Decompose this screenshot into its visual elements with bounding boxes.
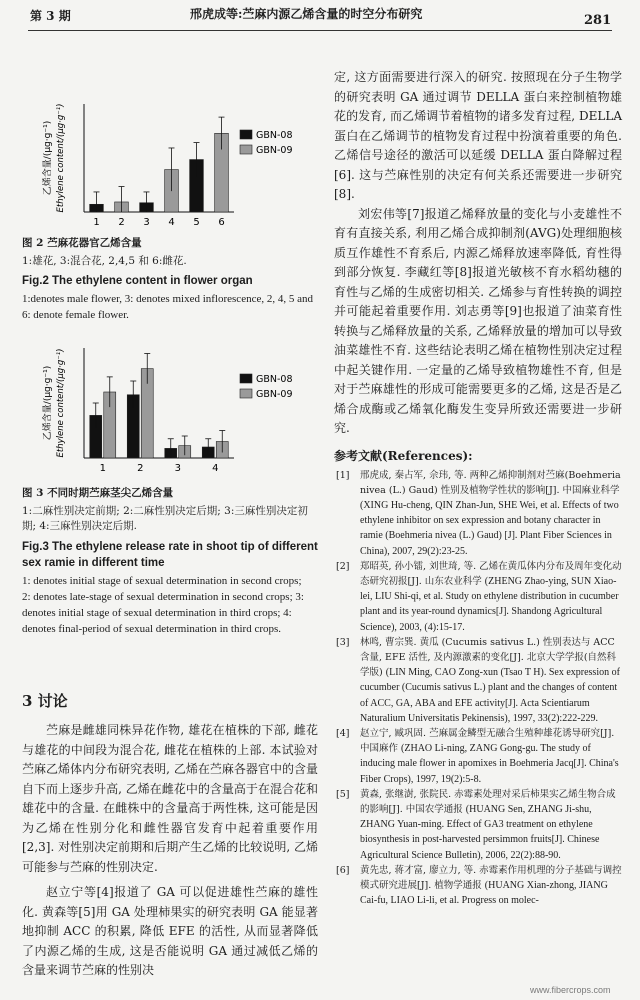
section-discussion xyxy=(22,690,318,981)
references-heading: 参考文献(References): xyxy=(334,448,473,463)
reference-cn: 邢虎成, 秦占军, 佘玮, 等. 两种乙烯抑制剂对苎麻(Boehmeria nivea (L.) Gaud) 性别及植物学性状的影响[J]. 中国麻业科学 xyxy=(360,469,621,496)
reference-cn: 黄森, 张继澍, 张院民. 赤霉素处理对采后柿果实乙烯生物合成的影响[J]. 中国农学通报 xyxy=(360,788,616,815)
legend-label: GBN-08 xyxy=(256,130,293,141)
watermark: www.fibercrops.com xyxy=(530,985,611,995)
figure-2-note-cn: 1:雄花, 3:混合花, 2,4,5 和 6:雌花. xyxy=(22,255,187,267)
figure-3-note-en-line: denotes initial stage of sexual determination in third crops; 4: xyxy=(22,607,292,619)
figure-2-note-en: 1:denotes male flower, 3: denotes mixed inflorescence, 2, 4, 5 and 6: denote female flower. xyxy=(22,293,313,321)
y-axis-label-en: Ethylene content/(μg·g⁻¹) xyxy=(56,348,66,458)
figure-2-caption-cn: 图 2 苎麻花器官乙烯含量 xyxy=(22,237,142,249)
legend-swatch xyxy=(240,374,252,383)
right-column-text xyxy=(334,68,622,908)
figure-2-captions xyxy=(22,236,318,323)
reference-item xyxy=(334,635,622,726)
reference-en: (ZHAO Li-ning, ZANG Gong-gu. The study of inducing male flower in apomixes in Boehmeria Jacq[J]. China's Fiber Crops), 1997, 19(2):5-8. xyxy=(360,743,619,785)
reference-cn: 赵立宁, 臧巩固. 苎麻属金鳞型无融合生殖种雄花诱导研究[J]. 中国麻作 xyxy=(360,727,615,755)
reference-en: (HUANG Xian-zhong, JIANG Cai-fu, LIAO Li-li, et al. Progress on molec- xyxy=(360,879,608,907)
reference-number: [2] xyxy=(336,560,350,572)
figure-3-note-cn: 1:二麻性别决定前期; 2:二麻性别决定后期; 3:三麻性别决定初期; 4:三麻性别决定后期. xyxy=(22,505,308,532)
legend-label: GBN-08 xyxy=(256,374,293,385)
reference-en: (HUANG Sen, ZHANG Ji-shu, ZHANG Yuan-ming. Effect of GA3 treatment on ethylene biosynthesis in post-harvested persimmon fruits[J]. Chinese Agricultural Science Bulletin), 2006, 22(2):88-90. xyxy=(360,803,600,861)
reference-item xyxy=(334,863,622,909)
legend-swatch xyxy=(240,130,252,139)
reference-item xyxy=(334,726,622,787)
y-axis-label-en: Ethylene content/(μg·g⁻¹) xyxy=(56,103,66,213)
figure-3-note-en-line: denotes final-period of sexual determination in third crops. xyxy=(22,623,282,635)
running-title: 邢虎成等:苎麻内源乙烯含量的时空分布研究 xyxy=(190,7,423,21)
reference-cn: 林鸣, 曹宗巽. 黄瓜 (Cucumis sativus L.) 性别表达与 ACC 含量, EFE 活性, 及内源激素的变化[J]. 北京大学学报(自然科学版) xyxy=(360,636,617,679)
reference-cn: 黄先忠, 蒋才富, 廖立力, 等. 赤霉素作用机理的分子基础与调控模式研究进展[J]. 植物学通报 xyxy=(360,864,622,891)
x-tick-label: 5 xyxy=(193,217,200,228)
legend-label: GBN-09 xyxy=(256,145,293,156)
references-list xyxy=(334,468,622,909)
x-tick-label: 2 xyxy=(137,463,144,474)
body-paragraph: 刘宏伟等[7]报道乙烯释放量的变化与小麦雄性不育有直接关系, 利用乙烯合成抑制剂(AVG)处理细胞核质互作雄性不育系后, 内源乙烯释放速率降低, 育性得到部分恢复. 李藏红等[8]报道光敏核不育水稻幼穗的育性与乙烯的生成密切相关. 乙烯参与育性转换的调控并可能起着重要作用. 刘志勇等[9]也报道了油菜育性转换与乙烯释放量的关系, 乙烯释放量的增加可以导致油菜雄性不育. 这些结论表明乙烯在植物性别决定过程中起关键作用. 一定量的乙烯导致植物雄性不育, 但是对于苎麻雄性的形成可能需要更多的乙烯, 这是否是乙烯合成酶或乙烯氧化酶发生变异所致还需要进一步研究. xyxy=(334,206,622,435)
figure-3-note-en-line: 1: denotes initial stage of sexual determination in second crops; xyxy=(22,575,302,587)
x-tick-label: 1 xyxy=(99,463,106,474)
y-axis-label-cn: 乙烯含量/(μg·g⁻¹) xyxy=(43,365,53,441)
legend-label: GBN-09 xyxy=(256,389,293,400)
x-tick-label: 1 xyxy=(93,217,100,228)
reference-number: [6] xyxy=(336,864,350,876)
x-tick-label: 4 xyxy=(212,463,219,474)
discussion-paragraph: 赵立宁等[4]报道了 GA 可以促进雄性苎麻的雄性化. 黄森等[5]用 GA 处理柿果实的研究表明 GA 能显著地抑制 ACC 的积累, 降低 EFE 的活性, 从而显著降低了内源乙烯的生成, 这是否能说明 GA 通过减低乙烯的含量来调节苎麻的性别决 xyxy=(22,885,318,977)
figure-3-chart xyxy=(22,340,322,476)
figure-2-chart xyxy=(22,96,322,230)
reference-number: [1] xyxy=(336,469,350,481)
legend-swatch xyxy=(240,389,252,398)
figure-3-note-en xyxy=(22,573,318,637)
x-tick-label: 3 xyxy=(143,217,150,228)
x-tick-label: 3 xyxy=(174,463,181,474)
reference-en: (LIN Ming, CAO Zong-xun (Tsao T H). Sex expression of cucumber (Cucumis sativus L.) plant and the changes of content of ACC, GA, ABA and EFE activity[J]. Acta Scientiarum Naturalium Universitatis Pekinensis), 1997, 33(2):222-229. xyxy=(360,667,620,724)
figure-3-caption-cn: 图 3 不同时期苎麻茎尖乙烯含量 xyxy=(22,487,174,499)
reference-number: [5] xyxy=(336,788,350,800)
x-tick-label: 6 xyxy=(218,217,225,228)
x-tick-label: 2 xyxy=(118,217,125,228)
reference-item xyxy=(334,787,622,863)
body-paragraph: 定, 这方面需要进行深入的研究. 按照现在分子生物学的研究表明 GA 通过调节 DELLA 蛋白来控制植物雄花的发育, 而乙烯调节着植物的诸多发育过程, DELLA 蛋白在乙烯调节的植物发育过程中扮演着重要的角色. 乙烯信号途径的激活可以延缓 DELLA 蛋白降解过程[6]. 这与苎麻性别的决定有何关系还需要进一步研究[8]. xyxy=(334,70,622,201)
reference-cn: 郑昭英, 孙小镭, 刘世琦, 等. 乙烯在黄瓜体内分布及周年变化动态研究初报[J]. 山东农业科学 xyxy=(360,560,622,587)
reference-number: [4] xyxy=(336,727,350,739)
reference-en: (XING Hu-cheng, QIN Zhan-Jun, SHE Wei, et al. Effects of two ethylene inhibitor on sex expression and botany character in ramie (Boehmeria nivea (L.) Gaud) [J]. Plant Fiber Sciences in China), 2007, 29(2):23-25. xyxy=(360,499,619,557)
figure-2-caption-en: Fig.2 The ethylene content in flower organ xyxy=(22,275,253,287)
reference-number: [3] xyxy=(336,636,350,648)
x-tick-label: 4 xyxy=(168,217,175,228)
reference-item xyxy=(334,468,622,559)
figure-3-caption-en: Fig.3 The ethylene release rate in shoot tip of different sex ramie in different time xyxy=(22,541,318,569)
discussion-paragraph: 苎麻是雌雄同株异花作物, 雄花在植株的下部, 雌花与雄花的中间段为混合花, 雌花在植株的上部. 本试验对苎麻乙烯体内分布研究表明, 乙烯在苎麻各器官中的含量自下而上逐步升高, 乙烯在雌花中的含量高于在混合花和雄花中的含量. 在雌株中的含量高于两性株, 这可能是因为乙烯在性别分化和雌性器官发育中起着重要作用[2,3]. 对性别决定前期和后期产生乙烯的比较说明, 乙烯可能参与苎麻的性别决定. xyxy=(22,723,318,874)
figure-3-captions xyxy=(22,486,318,637)
reference-item xyxy=(334,559,622,635)
page-number: 281 xyxy=(584,13,612,28)
legend-swatch xyxy=(240,145,252,154)
y-axis-label-cn: 乙烯含量/(μg·g⁻¹) xyxy=(43,120,53,196)
journal-issue: 第 3 期 xyxy=(30,9,71,23)
reference-en: (ZHENG Zhao-ying, SUN Xiao-lei, LIU Shi-qi, et al. Study on ethylene distribution in cucumber plant and its year-round dynamics[J]. Shandong Agricultural Science), 2003, (4):15-17. xyxy=(360,575,619,633)
section-title: 3 讨论 xyxy=(22,692,68,710)
figure-3-note-en-line: 2: denotes late-stage of sexual determination in second crops; 3: xyxy=(22,591,304,603)
header-rule xyxy=(28,30,612,31)
